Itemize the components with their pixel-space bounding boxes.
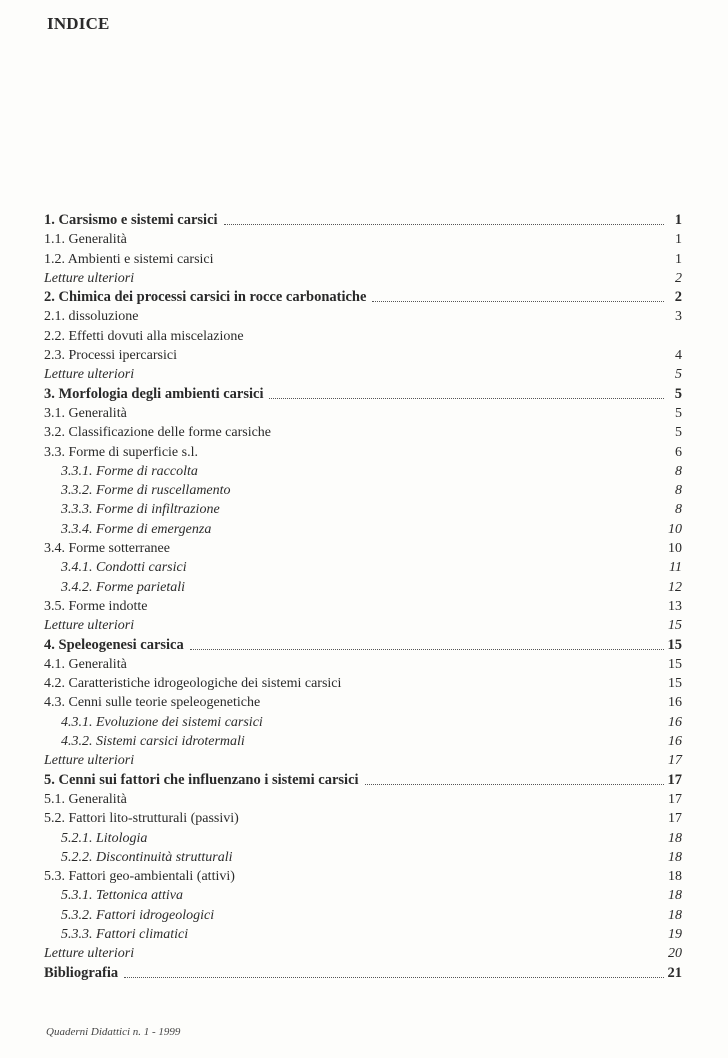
page-title: INDICE [47,14,110,33]
toc-entry-label: 5.2.2. Discontinuità strutturali [61,849,233,865]
toc-entry[interactable] [44,327,684,346]
toc-entry-label: 4.3.2. Sistemi carsici idrotermali [61,734,245,750]
toc-entry[interactable] [44,829,684,848]
toc-entry[interactable] [44,443,684,462]
toc-entry-page: 16 [668,695,682,711]
toc-entry-page: 5 [675,367,682,383]
toc-entry[interactable] [44,269,684,288]
toc-entry-page: 15 [667,636,682,653]
toc-entry-page: 5 [675,405,682,421]
toc-entry-page: 18 [668,849,682,865]
toc-entry-page: 1 [674,212,682,228]
toc-entry[interactable] [44,693,684,712]
toc-entry-label: 4.2. Caratteristiche idrogeologiche dei sistemi carsici [44,676,342,692]
toc-entry[interactable] [44,520,684,539]
toc-entry-page: 15 [668,656,682,672]
toc-entry-label: 3.4. Forme sotterranee [44,541,170,557]
toc-entry-label: 1.2. Ambienti e sistemi carsici [44,251,214,267]
toc-entry-label: 5.3.1. Tettonica attiva [61,888,183,904]
toc-leader-dots [190,649,664,650]
toc-entry[interactable] [44,385,684,404]
toc-entry[interactable] [44,211,684,230]
toc-leader-dots [365,784,664,785]
toc-entry[interactable] [44,925,684,944]
toc-entry-page: 5 [674,385,682,402]
toc-entry[interactable] [44,346,684,365]
toc-entry-label: 3.3.1. Forme di raccolta [61,463,198,479]
toc-entry[interactable] [44,481,684,500]
toc-entry-page: 6 [675,444,682,460]
toc-entry-label: 3.3.4. Forme di emergenza [61,521,212,537]
toc-entry-label: Letture ulteriori [44,618,135,634]
toc-entry-label: 5.1. Generalità [44,791,127,807]
toc-entry-label: 1. Carsismo e sistemi carsici [44,212,218,228]
toc-entry[interactable] [44,288,684,307]
toc-entry-page: 1 [675,251,682,267]
toc-entry[interactable] [44,771,684,790]
toc-entry-label: 3.3.3. Forme di infiltrazione [61,502,220,518]
toc-entry-label: Letture ulteriori [44,753,135,769]
toc-entry-label: 3.3. Forme di superficie s.l. [44,444,198,460]
toc-entry-label: 5.2. Fattori lito-strutturali (passivi) [44,811,239,827]
toc-entry[interactable] [44,867,684,886]
toc-entry-page: 8 [675,483,682,499]
toc-entry-page: 3 [675,309,682,325]
toc-entry-page: 17 [668,791,682,807]
toc-entry-page: 18 [668,907,682,923]
toc-entry[interactable] [44,964,684,983]
toc-entry-label: 3.3.2. Forme di ruscellamento [61,483,231,499]
toc-entry[interactable] [44,250,684,269]
toc-entry-page: 10 [668,521,682,537]
toc-entry-label: 5. Cenni sui fattori che influenzano i sistemi carsici [44,771,359,788]
toc-leader-dots [124,977,663,978]
toc-entry-page: 8 [675,463,682,479]
toc-entry-page: 8 [675,502,682,518]
toc-entry-label: 3.4.1. Condotti carsici [61,560,187,576]
toc-entry-label: 5.2.1. Litologia [61,830,148,846]
toc-entry[interactable] [44,500,684,519]
toc-entry-label: Letture ulteriori [44,367,135,383]
toc-entry-page: 4 [675,348,682,364]
toc-leader-dots [224,224,664,225]
toc-entry-label: 5.3.3. Fattori climatici [61,926,189,942]
toc-entry[interactable] [44,655,684,674]
toc-entry-label: 2.2. Effetti dovuti alla miscelazione [44,328,244,344]
toc-entry[interactable] [44,597,684,616]
toc-entry-page: 2 [675,270,682,286]
toc-entry-label: 1.1. Generalità [44,232,127,248]
toc-entry-page: 17 [667,771,682,788]
toc-entry-label: 3.1. Generalità [44,405,127,421]
toc-entry-page: 12 [668,579,682,595]
toc-entry-page: 16 [668,734,682,750]
toc-entry-page: 10 [668,541,682,557]
toc-entry[interactable] [44,751,684,770]
toc-entry[interactable] [44,423,684,442]
page-footer: Quaderni Didattici n. 1 - 1999 [46,1026,181,1038]
toc-entry-label: 4.3.1. Evoluzione dei sistemi carsici [61,714,263,730]
toc-entry-page: 5 [675,425,682,441]
toc-entry-page: 1 [675,232,682,248]
toc-entry[interactable] [44,539,684,558]
toc-entry-label: 4. Speleogenesi carsica [44,636,184,653]
toc-entry-label: 3.2. Classificazione delle forme carsiche [44,425,272,441]
toc-entry-label: 5.3. Fattori geo-ambientali (attivi) [44,869,235,885]
toc-entry-page: 18 [668,830,682,846]
toc-entry[interactable] [44,230,684,249]
toc-entry-label: Letture ulteriori [44,270,135,286]
toc-entry-label: 3. Morfologia degli ambienti carsici [44,385,264,402]
toc-entry-page: 21 [667,964,682,981]
toc-entry-label: 3.5. Forme indotte [44,598,148,614]
toc-entry-label: 5.3.2. Fattori idrogeologici [61,907,215,923]
toc-entry[interactable] [44,404,684,423]
toc-entry[interactable] [44,790,684,809]
toc-entry-label: 4.1. Generalità [44,656,127,672]
toc-entry-page: 11 [669,560,682,576]
toc-entry-page: 13 [668,598,682,614]
toc-entry-page: 16 [668,714,682,730]
toc-entry-page: 2 [674,289,682,306]
toc-entry-label: 2.1. dissoluzione [44,309,139,325]
toc-entry[interactable] [44,886,684,905]
toc-entry-label: Bibliografia [44,964,119,981]
toc-entry[interactable] [44,732,684,751]
toc-entry-page: 17 [668,811,682,827]
toc-entry[interactable] [44,462,684,481]
toc-entry-label: 4.3. Cenni sulle teorie speleogenetiche [44,695,261,711]
toc-entry[interactable] [44,809,684,828]
toc-entry[interactable] [44,906,684,925]
toc-entry[interactable] [44,636,684,655]
toc-entry-label: 3.4.2. Forme parietali [61,579,186,595]
toc-entry-label: 2.3. Processi ipercarsici [44,348,177,364]
toc-entry-label: Letture ulteriori [44,946,135,962]
toc-entry-label: 2. Chimica dei processi carsici in rocce carbonatiche [44,289,367,306]
toc-entry-page: 17 [668,753,682,769]
toc-entry[interactable] [44,944,684,963]
toc-leader-dots [372,301,664,302]
toc-entry[interactable] [44,674,684,693]
table-of-contents [44,211,684,983]
toc-entry-page: 15 [668,618,682,634]
toc-entry[interactable] [44,365,684,384]
toc-entry[interactable] [44,848,684,867]
toc-entry[interactable] [44,616,684,635]
toc-entry-page: 18 [668,888,682,904]
toc-entry[interactable] [44,578,684,597]
toc-entry-page: 19 [668,926,682,942]
toc-leader-dots [269,398,664,399]
toc-entry-page: 15 [668,676,682,692]
toc-entry[interactable] [44,713,684,732]
toc-entry[interactable] [44,558,684,577]
toc-entry[interactable] [44,307,684,326]
toc-entry-page: 20 [668,946,682,962]
toc-entry-page: 18 [668,869,682,885]
